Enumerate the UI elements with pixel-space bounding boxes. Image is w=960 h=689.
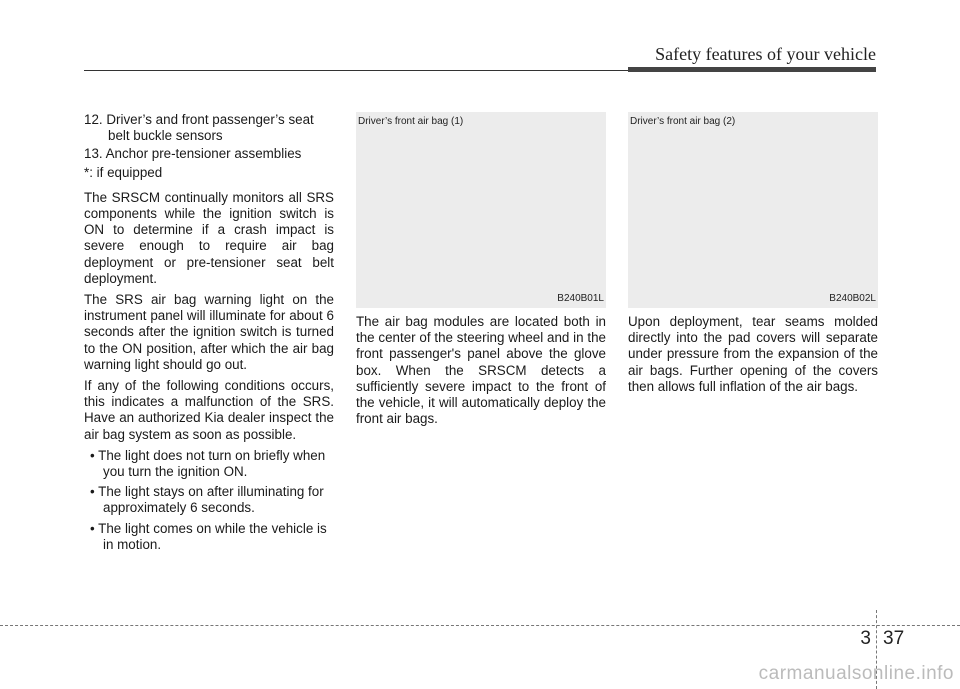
figure-caption: Driver’s front air bag (2): [630, 116, 736, 127]
watermark: carmanualsonline.info: [758, 663, 954, 684]
paragraph-warning-light: The SRS air bag warning light on the instrument panel will illuminate for about 6 seconds after the ignition switch is turned to the ON position, after which the air bag warning light should go out.: [84, 292, 334, 372]
figure-airbag-2: [628, 112, 878, 308]
text-column-1: [84, 112, 334, 557]
text-column-2: [356, 112, 606, 432]
footer-rule: [0, 625, 960, 626]
figure-code: B240B02L: [829, 292, 876, 304]
text-column-3: [628, 112, 878, 400]
paragraph-srscm-monitoring: The SRSCM continually monitors all SRS components while the ignition switch is ON to determine if a crash impact is severe enough to require air bag deployment or pre-tensioner seat belt deployment.: [84, 189, 334, 286]
bullet-item: • The light stays on after illuminating for approximately 6 seconds.: [90, 484, 324, 516]
chapter-number: 3: [860, 628, 871, 649]
figure-code: B240B01L: [557, 292, 604, 304]
section-title: Safety features of your vehicle: [655, 44, 876, 64]
paragraph-deployment: Upon deployment, tear seams molded directly into the pad covers will separate under pressure from the expansion of the air bags. Further opening of the covers then allows full inflation of the air bags.: [628, 314, 878, 394]
paragraph-malfunction: If any of the following conditions occurs, this indicates a malfunction of the SRS. Have an authorized Kia dealer inspect the air bag system as soon as possible.: [84, 378, 334, 442]
bullet-item: • The light comes on while the vehicle is in motion.: [90, 520, 327, 552]
list-item-12: 12. Driver’s and front passenger’s seat belt buckle sensors: [84, 112, 314, 144]
figure-caption: Driver’s front air bag (1): [358, 116, 464, 127]
figure-airbag-1: [356, 112, 606, 308]
paragraph-airbag-location: The air bag modules are located both in the center of the steering wheel and in the front passenger's panel above the glove box. When the SRSCM detects a sufficiently severe impact to the front of the vehicle, it will automatically deploy the front air bags.: [356, 314, 606, 427]
equipped-note: *: if equipped: [84, 164, 163, 180]
list-item-13: 13. Anchor pre-tensioner assemblies: [84, 146, 302, 162]
header-rule-bar: [628, 67, 876, 72]
bullet-item: • The light does not turn on briefly when you turn the ignition ON.: [90, 447, 326, 480]
page-number: 37: [883, 628, 905, 649]
